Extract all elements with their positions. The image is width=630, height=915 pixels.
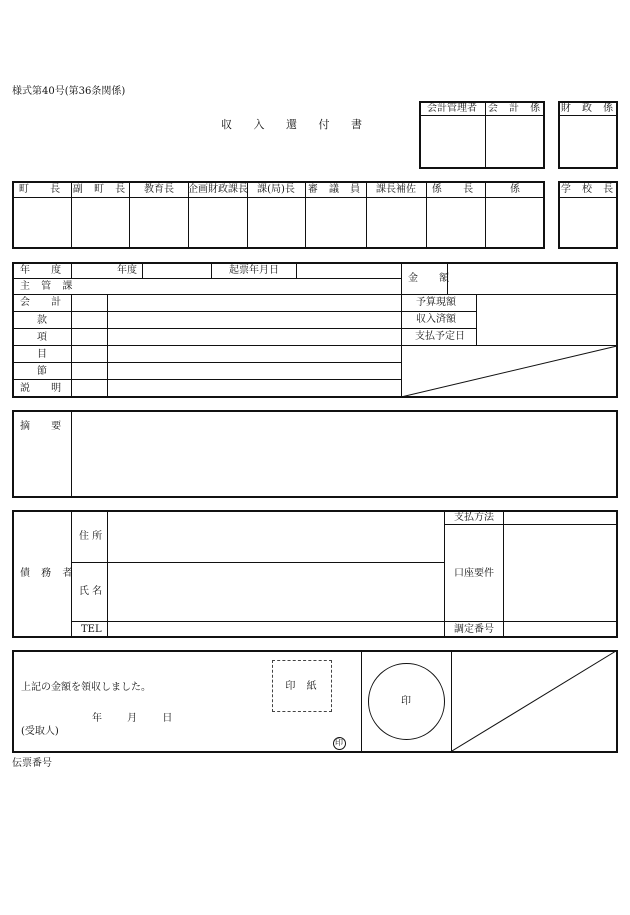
summary-box <box>12 410 618 498</box>
summary-label: 摘 要 <box>20 421 71 432</box>
main-section-label: 主 管 課 <box>20 281 77 292</box>
moku-label: 目 <box>37 349 47 360</box>
subsection-chief-label: 係 長 <box>431 184 483 195</box>
debtor-section <box>12 510 618 638</box>
kou-label: 項 <box>37 332 47 343</box>
education-chief-label: 教育長 <box>144 184 174 195</box>
budget-diagonal-line <box>401 345 618 398</box>
name-label: 氏 名 <box>79 586 103 597</box>
tel-label: TEL <box>81 624 102 635</box>
received-amount-label: 収入済額 <box>416 314 456 325</box>
explanation-label: 説 明 <box>20 383 71 394</box>
deputy-mayor-label: 副 町 長 <box>72 184 130 195</box>
seal-label: 印 <box>401 696 411 707</box>
recipient-label: (受取人) <box>21 726 59 737</box>
accounting-staff-label: 会 計 係 <box>487 103 545 114</box>
planned-payment-date-label: 支払予定日 <box>415 331 465 342</box>
assistant-chief-label: 課長補佐 <box>376 184 416 195</box>
setsu-label: 節 <box>37 366 47 377</box>
fiscal-year-unit: 年度 <box>117 265 137 276</box>
stamp-paper-label: 印 紙 <box>285 681 321 692</box>
form-title: 収 入 還 付 書 <box>221 118 371 131</box>
adjust-number-label: 調定番号 <box>454 624 494 635</box>
receipt-date: 年 月 日 <box>92 713 173 724</box>
councilor-label: 審 議 員 <box>307 184 365 195</box>
amount-label: 金 額 <box>408 273 459 284</box>
fiscal-year-label: 年 度 <box>20 265 71 276</box>
receipt-diagonal-line <box>452 651 617 752</box>
accounting-manager-label: 会計管理者 <box>427 103 477 114</box>
debtor-label: 債 務 者 <box>20 568 77 579</box>
account-label: 会 計 <box>20 297 71 308</box>
finance-staff-label: 財 政 係 <box>560 103 618 114</box>
issue-date-label: 起票年月日 <box>229 265 279 276</box>
payment-method-label: 支払方法 <box>454 512 494 523</box>
seal-mark-text: 印 <box>335 738 343 747</box>
budget-current-label: 予算現額 <box>416 297 456 308</box>
section-chief-label: 課(局)長 <box>257 184 295 195</box>
school-principal-label: 学 校 長 <box>560 184 618 195</box>
mayor-label: 町 長 <box>18 184 70 195</box>
address-label: 住 所 <box>79 531 103 542</box>
planning-finance-chief-label: 企画財政課長 <box>188 184 248 195</box>
form-number: 様式第40号(第36条関係) <box>12 86 126 97</box>
kan-label: 款 <box>37 315 47 326</box>
receipt-text: 上記の金額を領収しました。 <box>21 682 151 693</box>
slip-number-label: 伝票番号 <box>12 758 52 769</box>
staff-label: 係 <box>510 184 520 195</box>
account-info-label: 口座要件 <box>454 568 494 579</box>
